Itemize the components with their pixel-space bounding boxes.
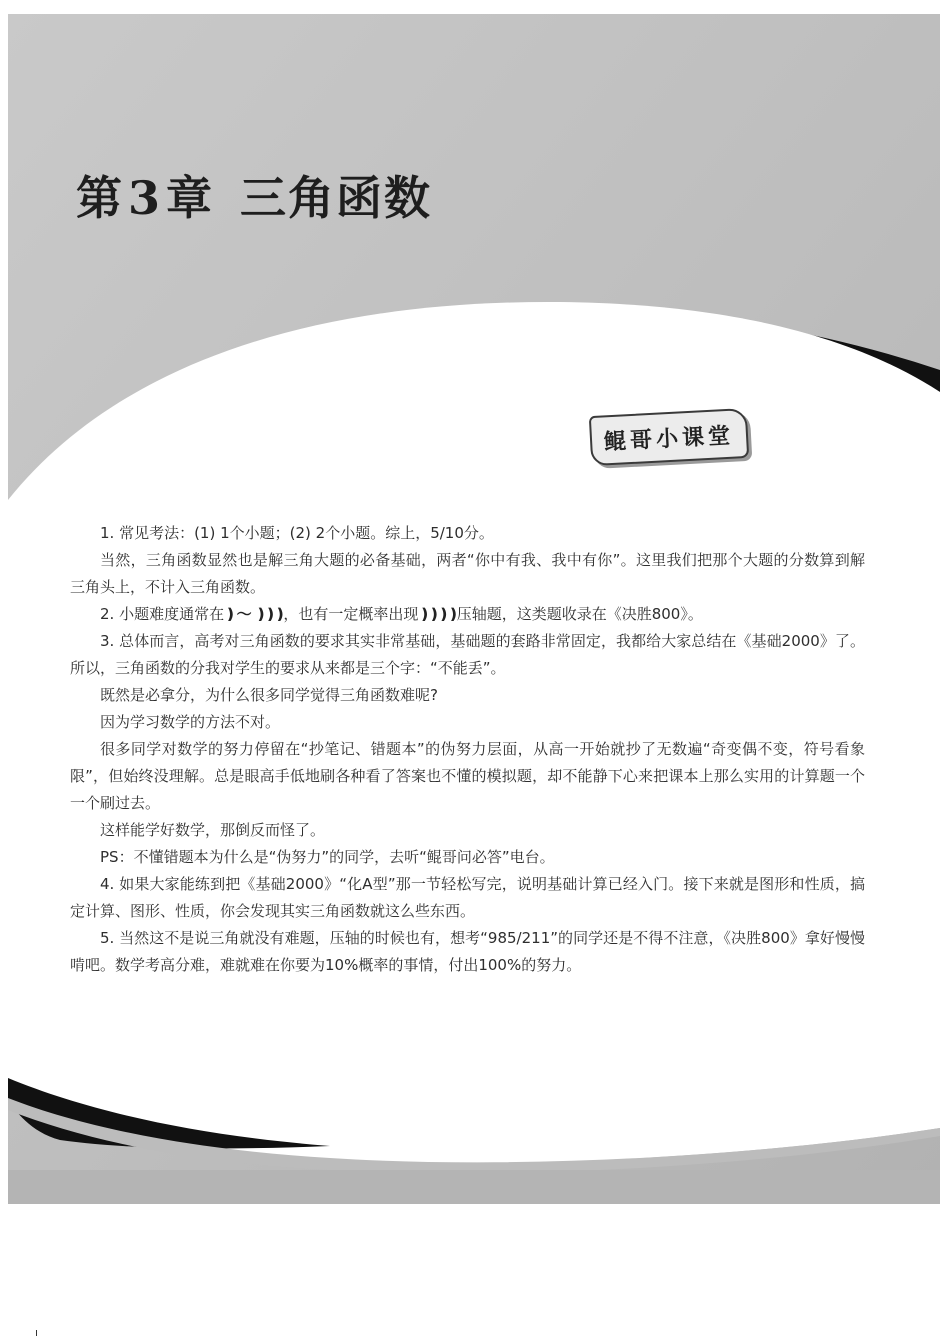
chapter-prefix: 第 <box>76 171 124 225</box>
difficulty-text-after: 压轴题，这类题收录在《决胜800》。 <box>456 605 703 623</box>
paragraph-ps: PS：不懂错题本为什么是“伪努力”的同学，去听“鲲哥问必答”电台。 <box>100 848 555 866</box>
chapter-suffix: 章 <box>166 171 215 225</box>
paragraph-basis: 当然，三角函数显然也是解三角大题的必备基础，两者“你中有我、我中有你”。这里我们把那个大题的分数算到解三角头上，不计入三角函数。 <box>70 551 865 596</box>
difficulty-range-tilde: ～ <box>236 605 252 623</box>
corner-crop-mark <box>36 1330 43 1336</box>
paragraph-difficulty <box>70 601 865 628</box>
difficulty-text-middle: ，也有一定概率出现 <box>283 605 419 623</box>
lesson-content <box>70 520 865 979</box>
section-badge <box>589 408 749 466</box>
paragraph-exam-format: 1. 常见考法：(1) 1个小题；(2) 2个小题。综上，5/10分。 <box>100 524 494 542</box>
difficulty-high-icon: ❫❫❫ <box>254 605 284 623</box>
difficulty-top-icon: ❫❫❫❫ <box>418 605 457 623</box>
chapter-name: 三角函数 <box>240 171 433 225</box>
chapter-number: 3 <box>128 171 163 225</box>
paragraph-answer: 因为学习数学的方法不对。 <box>100 713 281 731</box>
paragraph-hard-problems: 5. 当然这不是说三角就没有难题，压轴的时候也有，想考“985/211”的同学还是不得不注意，《决胜800》拿好慢慢啃吧。数学考高分难，难就难在你要为10%概率的事情，付出100%的努力。 <box>70 929 865 974</box>
difficulty-text-before: 2. 小题难度通常在 <box>100 605 225 623</box>
paragraph-false-effort: 很多同学对数学的努力停留在“抄笔记、错题本”的伪努力层面，从高一开始就抄了无数遍“奇变偶不变，符号看象限”，但始终没理解。总是眼高手低地刷各种看了答案也不懂的模拟题，却不能静下心来把课本上那么实用的计算题一个一个刷过去。 <box>70 740 865 812</box>
paragraph-practice: 4. 如果大家能练到把《基础2000》“化A型”那一节轻松写完，说明基础计算已经入门。接下来就是图形和性质，搞定计算、图形、性质，你会发现其实三角函数就这么些东西。 <box>70 875 865 920</box>
section-badge-label: 鲲哥小课堂 <box>603 422 735 455</box>
chapter-title <box>76 162 432 228</box>
paragraph-requirements: 3. 总体而言，高考对三角函数的要求其实非常基础，基础题的套路非常固定，我都给大家总结在《基础2000》了。所以，三角函数的分我对学生的要求从来都是三个字：“不能丢”。 <box>70 632 865 677</box>
paragraph-irony: 这样能学好数学，那倒反而怪了。 <box>100 821 326 839</box>
difficulty-low-icon: ❫ <box>224 605 234 623</box>
paragraph-question: 既然是必拿分，为什么很多同学觉得三角函数难呢? <box>100 686 438 704</box>
